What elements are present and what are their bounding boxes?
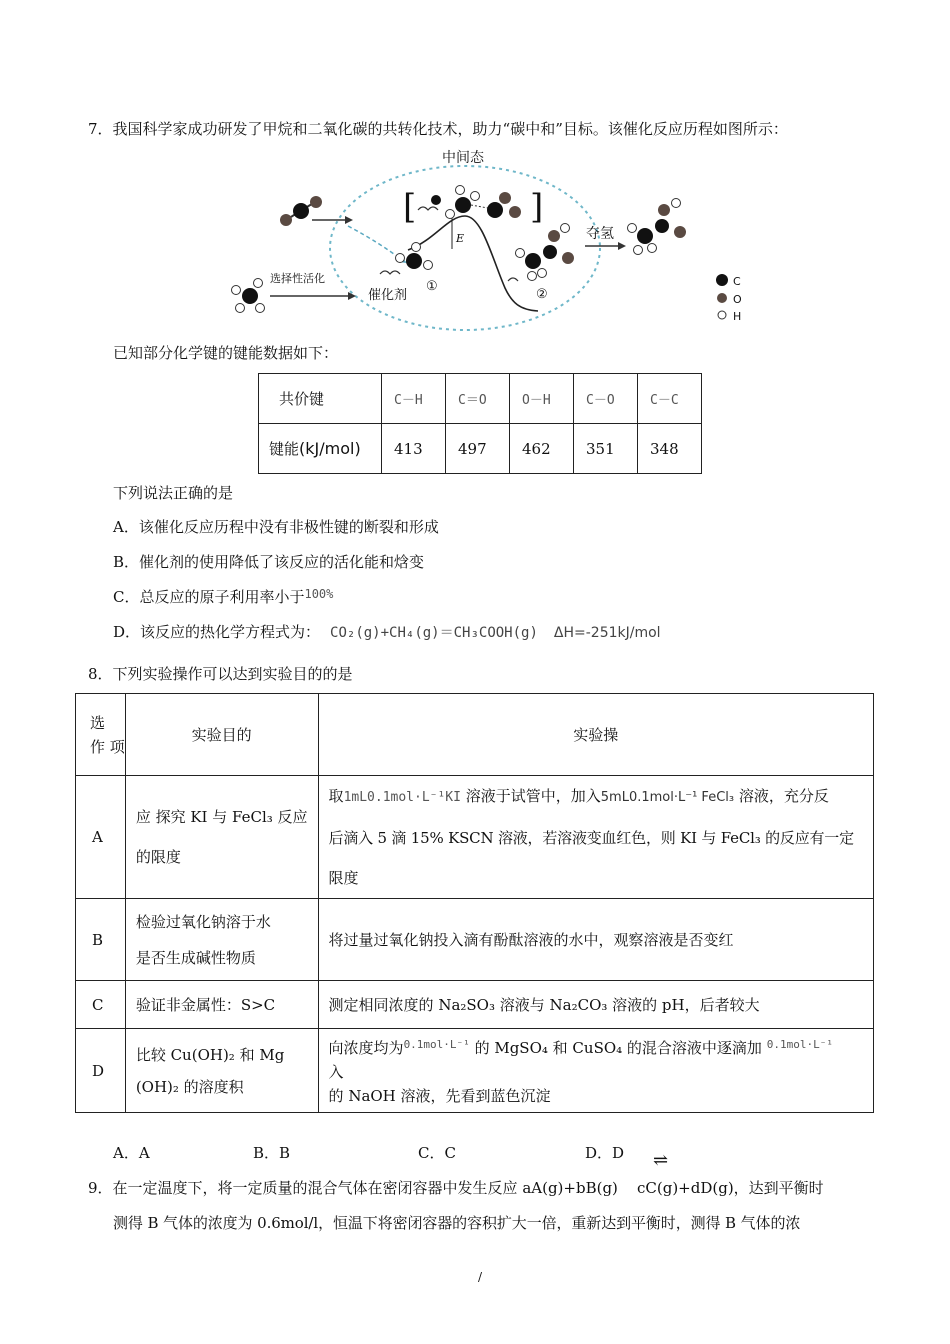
bond-cell (574, 374, 638, 424)
reaction-diagram-svg (220, 148, 760, 338)
energy-unit: (kJ/mol) (299, 439, 361, 458)
exp-header-operation (318, 694, 873, 776)
row-a-op-line3: 限度 (328, 869, 359, 887)
q8-answer-d: D．D (585, 1144, 625, 1162)
row-a-op-line2: 后滴入 5 滴 15% KSCN 溶液，若溶液变血红色，则 KI 与 FeCl₃ 的反应有一定 (328, 829, 854, 847)
row-d-purpose-line1: 比较 Cu(OH)₂ 和 Mg (135, 1045, 285, 1064)
q9-line1-a: 在一定温度下，将一定质量的混合气体在密闭容器中发生反应 aA(g)+bB(g) (112, 1179, 618, 1197)
row-a-op-m1: 1mL0.1mol·L⁻¹KI (343, 790, 461, 805)
row-a-op-m2: 5mL0.1mol·L⁻¹ FeCl₃ (600, 790, 735, 805)
exp-header-option (76, 694, 126, 776)
q7-number: 7． (88, 120, 113, 138)
energy-header-label: 键能 (269, 440, 300, 458)
page-mark: / (478, 1270, 483, 1284)
dashed-arrow (348, 226, 402, 260)
reaction-diagram (220, 148, 760, 338)
q8-number: 8． (88, 665, 113, 683)
row-a-purpose-line2: 的限度 (135, 848, 181, 866)
row-c-purpose-line1: 验证非金属性：S>C (135, 995, 276, 1014)
bond-energy-table (258, 373, 702, 474)
row-d-option (76, 1029, 126, 1113)
step1-label: ① (426, 279, 438, 294)
q7-option-c-text: C．总反应的原子利用率小于 (113, 588, 305, 606)
row-a-op-line1 (329, 776, 863, 818)
bond-oh: O－H (522, 393, 551, 408)
row-c-purpose (125, 981, 318, 1029)
exp-header-purpose-label: 实验目的 (191, 725, 252, 744)
exp-header-row (76, 694, 874, 776)
q9-line1-b: cC(g)+dD(g)，达到平衡时 (636, 1179, 824, 1197)
row-a-option (76, 776, 126, 899)
row-a-op-p1: 取 (328, 787, 344, 805)
bond-co-double: C＝O (458, 393, 487, 408)
bond-row (259, 374, 702, 424)
row-d-operation (318, 1029, 873, 1113)
row-b-operation (318, 899, 873, 981)
bond-cell (446, 374, 510, 424)
row-d-op-line3: 的 NaOH 溶液，先看到蓝色沉淀 (328, 1087, 551, 1105)
bond-cell (510, 374, 574, 424)
legend-h: H (733, 310, 742, 323)
q9-number: 9． (88, 1179, 113, 1197)
co2-molecule (280, 196, 322, 226)
row-d-op-m2: 0.1mol·L⁻¹ (766, 1038, 833, 1051)
q7-option-a: A．该催化反应历程中没有非极性键的断裂和形成 (113, 518, 439, 536)
bond-header-cell (259, 374, 382, 424)
q7-option-c-value: 100% (304, 587, 334, 601)
row-c-op-text: 测定相同浓度的 Na₂SO₃ 溶液与 Na₂CO₃ 溶液的 pH，后者较大 (328, 995, 760, 1014)
row-b-option-label: B (92, 930, 104, 949)
q7-option-b: B．催化剂的使用降低了该反应的活化能和焓变 (113, 553, 425, 571)
row-d-op-m1: 0.1mol·L⁻¹ (403, 1038, 470, 1051)
row-d-option-label: D (92, 1061, 105, 1080)
bracket-left: [ (403, 187, 417, 227)
row-d-op-line1 (329, 1033, 863, 1060)
bond-cell (638, 374, 702, 424)
atom-legend (716, 274, 742, 323)
bond-co-single: C－O (586, 393, 615, 408)
adsorbed-ch4 (380, 243, 433, 275)
q7-option-c (113, 586, 333, 607)
row-c-option-label: C (92, 995, 104, 1014)
row-b-option (76, 899, 126, 981)
row-b-purpose (125, 899, 318, 981)
row-d-op-line2: 入 (328, 1063, 344, 1081)
q9-line2: 测得 B 气体的浓度为 0.6mol/l，恒温下将密闭容器的容积扩大一倍，重新达到平衡时，测得 B 气体的浓 (113, 1214, 801, 1232)
energy-co-single: 351 (586, 439, 615, 458)
row-c-operation (318, 981, 873, 1029)
table-row (76, 776, 874, 899)
row-b-purpose-line1: 检验过氧化钠溶于水 (135, 912, 271, 931)
activation-label: 选择性活化 (270, 272, 325, 285)
q7-option-d-enthalpy: ΔH=-251kJ/mol (553, 625, 661, 641)
transition-state-molecules (418, 186, 521, 219)
row-a-purpose (125, 776, 318, 899)
q9-line1 (88, 1177, 824, 1198)
catalyst-label: 催化剂 (368, 288, 408, 303)
row-b-purpose-line2: 是否生成碱性物质 (135, 948, 256, 967)
energy-cell (382, 424, 446, 474)
q7-option-d-text: D．该反应的热化学方程式为： (113, 623, 321, 641)
energy-header-cell (259, 424, 382, 474)
q7-option-d-equation: CO₂(g)+CH₄(g)＝CH₃COOH(g) (330, 625, 538, 641)
bond-header-label: 共价键 (279, 390, 325, 408)
bond-cc: C－C (650, 393, 679, 408)
energy-cell (510, 424, 574, 474)
table-row (76, 1029, 874, 1113)
energy-label: E (456, 232, 465, 245)
row-d-purpose (125, 1029, 318, 1113)
row-a-operation (318, 776, 873, 899)
exp-header-option-b (90, 735, 125, 759)
step2-label: ② (536, 287, 548, 302)
energy-oh: 462 (522, 439, 551, 458)
abstract-label: 夺氢 (586, 226, 614, 242)
row-a-op-p3: 溶液，充分反 (738, 787, 829, 805)
q7-prompt: 下列说法正确的是 (113, 484, 234, 502)
q8-stem (88, 663, 353, 684)
q8-answer-c: C．C (418, 1144, 456, 1162)
bond-intro: 已知部分化学键的键能数据如下： (113, 344, 339, 362)
energy-cell (574, 424, 638, 474)
intermediate-label: 中间态 (442, 150, 484, 166)
energy-row (259, 424, 702, 474)
q8-stem-text: 下列实验操作可以达到实验目的的是 (112, 665, 353, 683)
product-molecule (628, 199, 687, 255)
bond-ch: C－H (394, 393, 423, 408)
q8-answer-b: B．B (253, 1144, 291, 1162)
legend-c: C (733, 275, 741, 288)
q7-stem (88, 118, 788, 139)
legend-o: O (733, 293, 742, 306)
experiment-table (75, 693, 874, 1113)
exp-header-option-c: 作 (90, 737, 106, 756)
exp-header-option-a: 选 (90, 713, 106, 732)
energy-cell (446, 424, 510, 474)
row-c-option (76, 981, 126, 1029)
row-d-op-p2: 的 MgSO₄ 和 CuSO₄ 的混合溶液中逐滴加 (474, 1039, 762, 1057)
exp-header-option-term: 项 (109, 737, 125, 756)
energy-cc: 348 (650, 439, 679, 458)
q8-answer-a: A．A (113, 1144, 150, 1162)
energy-co-double: 497 (458, 439, 487, 458)
energy-cell (638, 424, 702, 474)
equilibrium-symbol: ⇌ (653, 1150, 669, 1171)
row-a-purpose-line1: 应 探究 KI 与 FeCl₃ 反应 (135, 808, 308, 826)
row-a-option-label: A (92, 828, 103, 846)
row-d-purpose-line2: (OH)₂ 的溶度积 (135, 1077, 244, 1096)
bracket-right: ] (530, 187, 544, 227)
intermediate-ellipse (330, 166, 600, 330)
table-row (76, 899, 874, 981)
exp-header-operation-label: 实验操 (573, 725, 619, 744)
row-a-op-p2: 溶液于试管中，加入 (465, 787, 601, 805)
row-b-op-text: 将过量过氧化钠投入滴有酚酞溶液的水中，观察溶液是否变红 (328, 930, 734, 949)
adsorbed-intermediate (508, 224, 574, 282)
q7-stem-text: 我国科学家成功研发了甲烷和二氧化碳的共转化技术，助力“碳中和”目标。该催化反应历程如图所示： (112, 120, 788, 138)
row-d-op-p1: 向浓度均为 (328, 1039, 404, 1057)
table-row (76, 981, 874, 1029)
q7-option-d (113, 621, 661, 642)
ch4-molecule (232, 279, 265, 313)
exp-header-purpose (125, 694, 318, 776)
bond-cell (382, 374, 446, 424)
energy-ch: 413 (394, 439, 423, 458)
